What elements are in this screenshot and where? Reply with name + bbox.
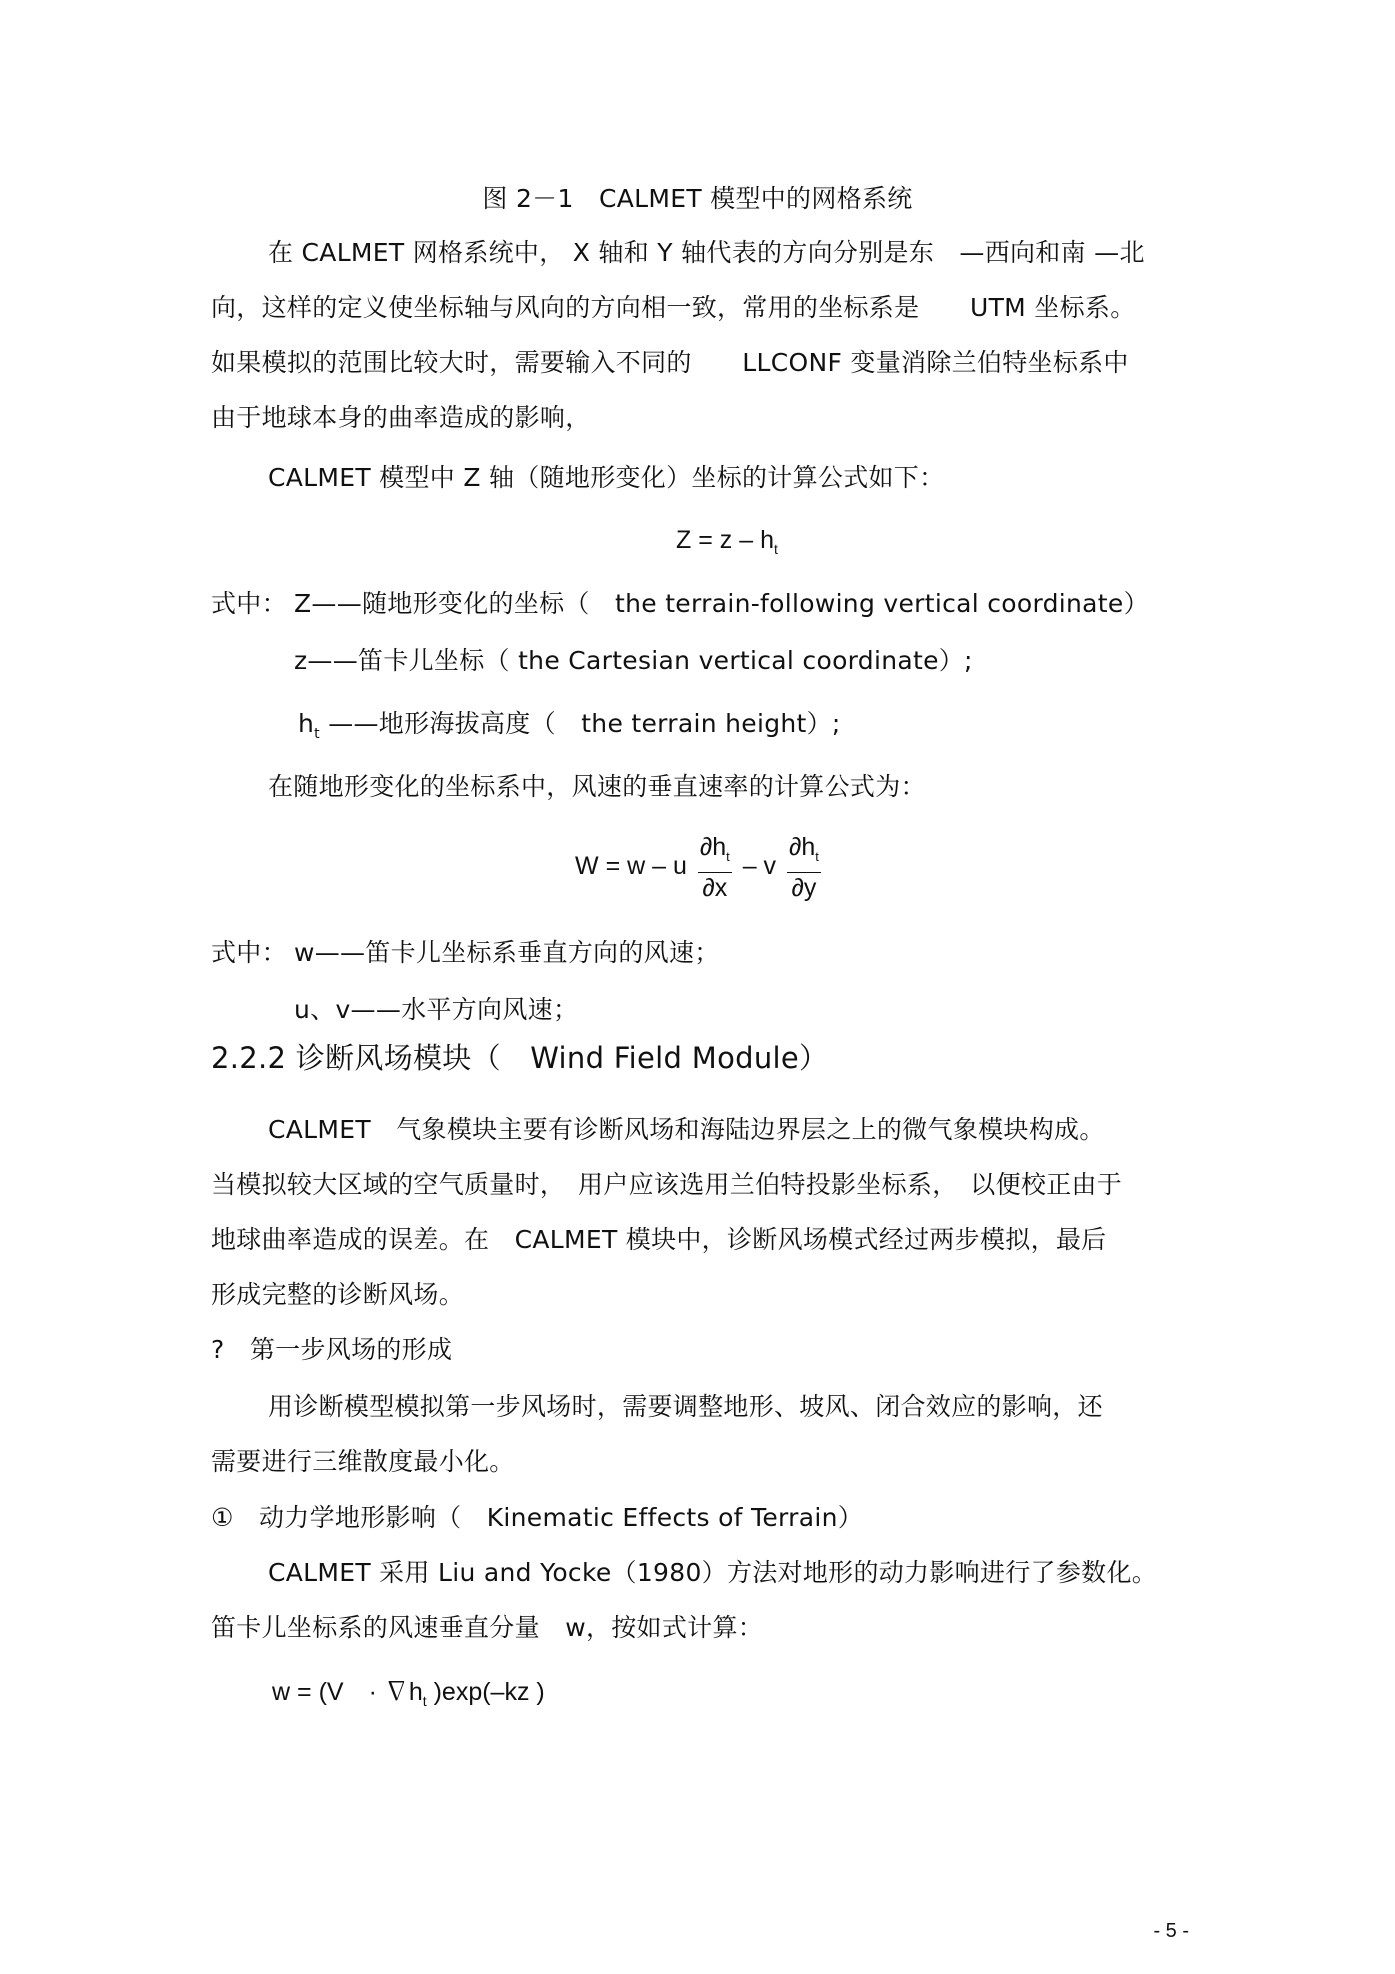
paragraph-line: 向，这样的定义使坐标轴与风向的方向相一致，常用的坐标系是 UTM 坐标系。 (211, 293, 1136, 322)
formula-term: )exp(–kz ) (426, 1678, 545, 1706)
paragraph-line: 当模拟较大区域的空气质量时， 用户应该选用兰伯特投影坐标系， 以便校正由于 (211, 1170, 1123, 1199)
paragraph-line: 在 CALMET 网格系统中， X 轴和 Y 轴代表的方向分别是东 —西向和南 —北 (268, 238, 1145, 267)
fraction-numerator: $\partial h_t$ (787, 832, 821, 873)
formula-term: z (719, 526, 733, 554)
paragraph-line: 由于地球本身的曲率造成的影响， (211, 403, 591, 432)
definition-line: u、v——水平方向风速； (294, 995, 579, 1024)
formula-subscript: t (422, 1693, 427, 1709)
fraction-denominator: ∂y (791, 874, 817, 902)
formula-term: Z (676, 526, 692, 554)
formula-term: w (272, 1678, 291, 1706)
formula-operator: = (698, 526, 713, 554)
paragraph-line: CALMET 采用 Liu and Yocke（1980）方法对地形的动力影响进行了参数化。 (268, 1558, 1158, 1587)
paragraph-line: 形成完整的诊断风场。 (211, 1280, 465, 1309)
formula-term: W (575, 852, 599, 881)
paragraph-line: 如果模拟的范围比较大时，需要输入不同的 LLCONF 变量消除兰伯特坐标系中 (211, 348, 1129, 377)
paragraph-line: 需要进行三维散度最小化。 (211, 1447, 515, 1476)
formula-operator: – (739, 526, 754, 554)
formula-z (676, 524, 778, 565)
formula-operator: = (605, 852, 621, 881)
formula-subscript: t (774, 541, 778, 557)
fraction (698, 832, 732, 903)
formula-term: w – u (627, 852, 687, 881)
page-number: - 5 - (1153, 1920, 1189, 1942)
fraction-denominator: ∂x (702, 874, 728, 902)
where-prefix: 式中： (211, 589, 287, 618)
fraction-numerator: $\partial h_t$ (698, 832, 732, 873)
formula-term: – v (742, 852, 777, 881)
symbol: h (298, 709, 315, 738)
definition-line: Z——随地形变化的坐标（ the terrain-following vertical coordinate） (294, 589, 1149, 618)
figure-caption: 图 2－1 CALMET 模型中的网格系统 (482, 184, 913, 213)
fraction (787, 832, 821, 903)
formula-w (575, 832, 825, 903)
z-axis-intro: CALMET 模型中 Z 轴（随地形变化）坐标的计算公式如下： (268, 463, 945, 492)
formula-term: (V · ∇h (318, 1678, 423, 1706)
vertical-speed-intro: 在随地形变化的坐标系中，风速的垂直速率的计算公式为： (268, 772, 926, 801)
definition-line (298, 708, 841, 750)
formula-kinematic (272, 1676, 545, 1717)
paragraph-line: 用诊断模型模拟第一步风场时，需要调整地形、坡风、闭合效应的影响，还 (268, 1392, 1103, 1421)
paragraph-line: 笛卡儿坐标系的风速垂直分量 w，按如式计算： (211, 1613, 764, 1642)
definition-text: ——地形海拔高度（ the terrain height）; (319, 709, 841, 738)
item-heading: ① 动力学地形影响（ Kinematic Effects of Terrain） (211, 1503, 864, 1532)
formula-operator: = (297, 1678, 312, 1706)
section-heading: 2.2.2 诊断风场模块（ Wind Field Module） (211, 1041, 829, 1075)
formula-term: h (760, 526, 775, 554)
definition-line: w——笛卡儿坐标系垂直方向的风速； (294, 938, 720, 967)
paragraph-line: 地球曲率造成的误差。在 CALMET 模块中，诊断风场模式经过两步模拟，最后 (211, 1225, 1107, 1254)
paragraph-line: CALMET 气象模块主要有诊断风场和海陆边界层之上的微气象模块构成。 (268, 1115, 1105, 1144)
where-prefix: 式中： (211, 938, 287, 967)
symbol-subscript: t (314, 726, 320, 742)
step-heading: ? 第一步风场的形成 (211, 1335, 453, 1364)
definition-line: z——笛卡儿坐标（ the Cartesian vertical coordinate）; (294, 646, 973, 675)
